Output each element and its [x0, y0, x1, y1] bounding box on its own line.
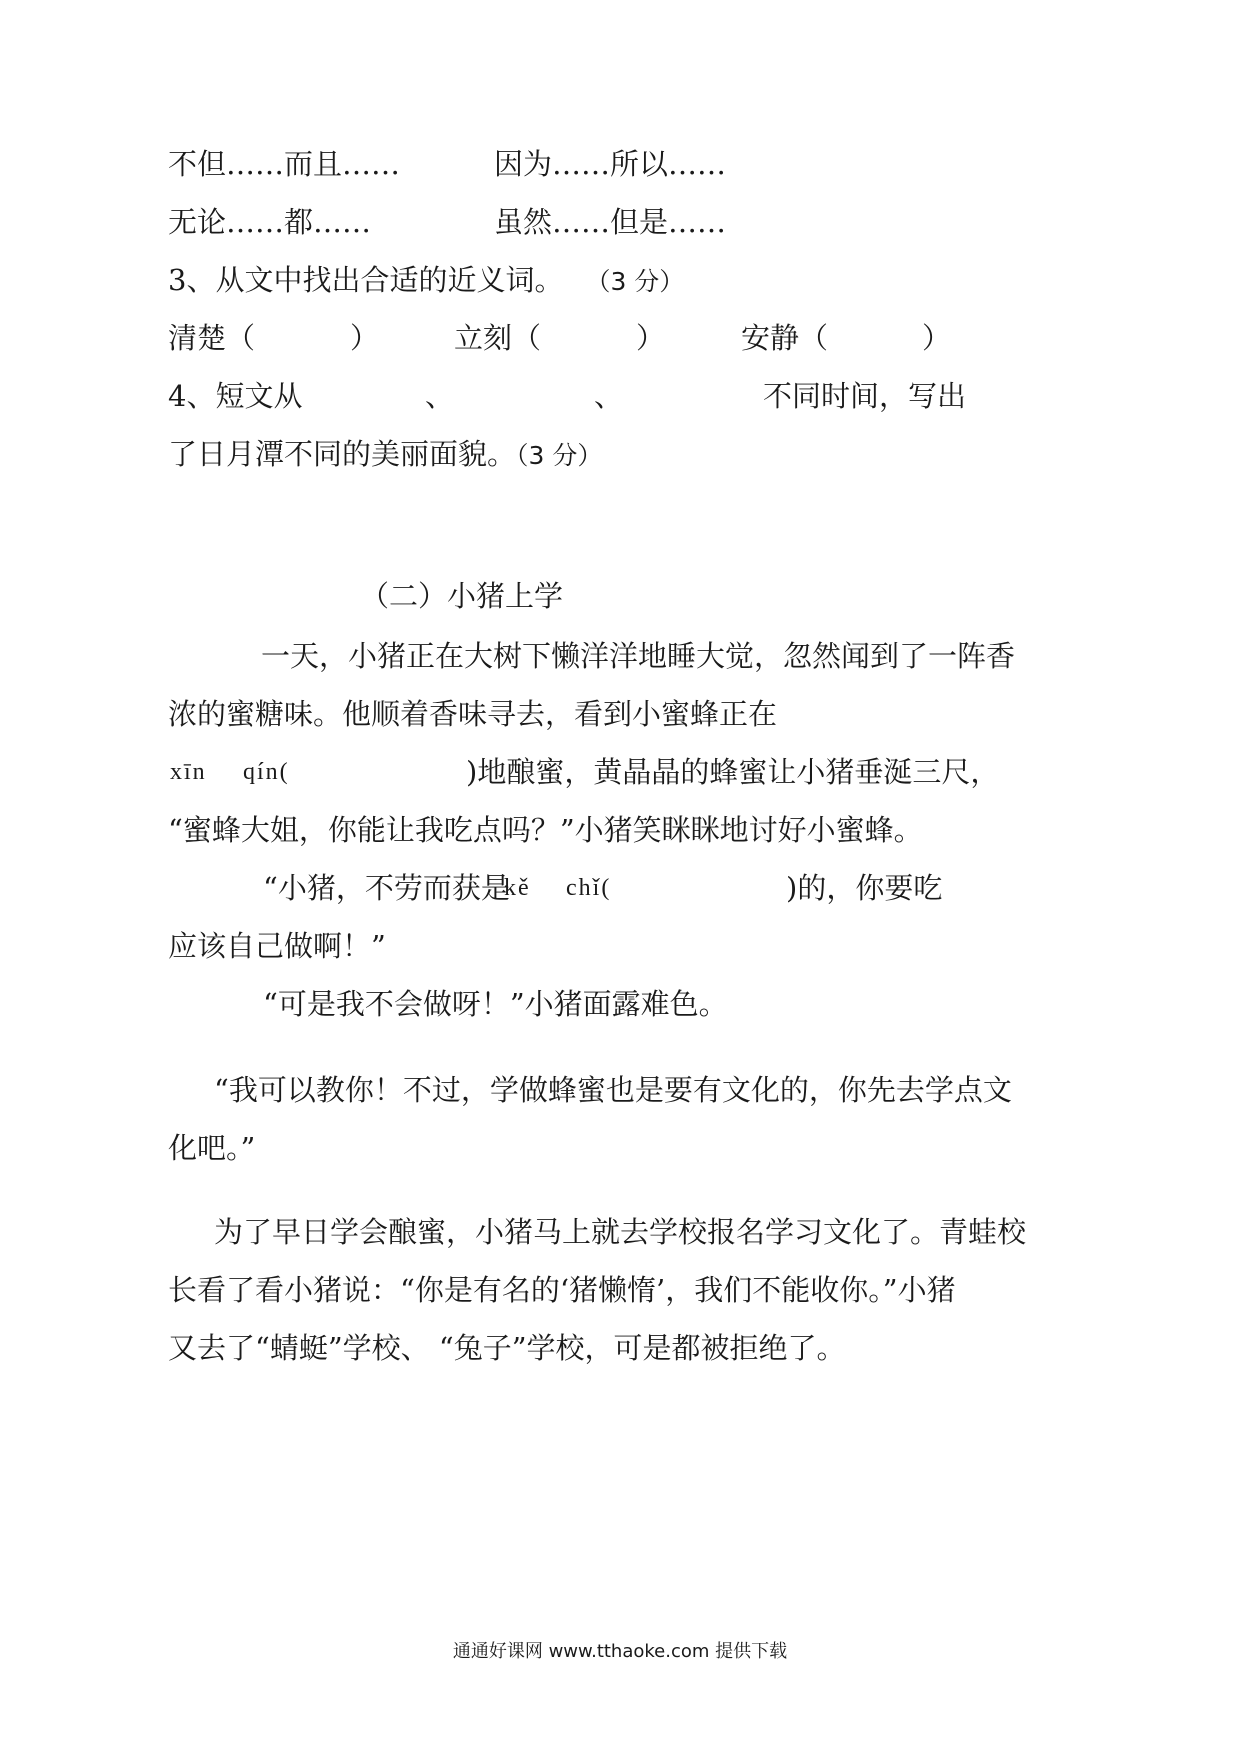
- question-4-separator-1: 、: [425, 379, 455, 413]
- pinyin-xinqin-1: xīn: [170, 759, 207, 785]
- paragraph-2-line-1-start: “小猪，不劳而获是: [263, 871, 510, 905]
- question-4-end: 不同时间，写出: [763, 379, 967, 413]
- conjunction-pair-2-left: 无论……都……: [168, 205, 372, 239]
- synonym-blank-3-close: ）: [922, 321, 952, 355]
- paragraph-1-line-1: 一天，小猪正在大树下懒洋洋地睡大觉，忽然闻到了一阵香: [261, 639, 1016, 673]
- question-4-start: 4、短文从: [168, 379, 303, 413]
- question-3-score: （3 分）: [585, 267, 685, 296]
- question-4-line-2-text: 了日月潭不同的美丽面貌。: [168, 437, 517, 471]
- question-4-separator-2: 、: [594, 379, 624, 413]
- paragraph-1-line-3: )地酿蜜，黄晶晶的蜂蜜让小猪垂涎三尺，: [466, 755, 1000, 789]
- synonym-word-1: 清楚（: [168, 321, 256, 355]
- question-3: [168, 263, 685, 297]
- synonym-blank-1-close: ）: [350, 321, 380, 355]
- conjunction-pair-1-left: 不但……而且……: [168, 147, 401, 181]
- conjunction-pair-2-right: 虽然……但是……: [494, 205, 727, 239]
- synonym-word-3: 安静（: [741, 321, 829, 355]
- synonym-word-2: 立刻（: [454, 321, 542, 355]
- paragraph-5-line-2: 长看了看小猪说：“你是有名的‘猪懒惰’，我们不能收你。”小猪: [168, 1273, 956, 1307]
- pinyin-kechi-2: chǐ(: [566, 875, 612, 901]
- question-4-line-2: [168, 437, 603, 471]
- synonym-blank-2-close: ）: [636, 321, 666, 355]
- pinyin-kechi-1: kě: [504, 875, 531, 901]
- paragraph-2-line-2: 应该自己做啊！”: [168, 929, 386, 963]
- conjunction-pair-1-right: 因为……所以……: [494, 147, 727, 181]
- paragraph-5-line-1: 为了早日学会酿蜜，小猪马上就去学校报名学习文化了。青蛙校: [214, 1215, 1027, 1249]
- paragraph-5-line-3: 又去了“蜻蜓”学校、 “兔子”学校，可是都被拒绝了。: [168, 1331, 846, 1365]
- paragraph-4-line-2: 化吧。”: [168, 1131, 256, 1165]
- paragraph-2-line-1-rest: )的，你要吃: [786, 871, 943, 905]
- paragraph-1-line-2: 浓的蜜糖味。他顺着香味寻去，看到小蜜蜂正在: [168, 697, 778, 731]
- page-footer: 通通好课网 www.tthaoke.com 提供下载: [452, 1641, 788, 1662]
- question-3-title: 3、从文中找出合适的近义词。: [168, 263, 564, 297]
- pinyin-xinqin-2: qín(: [243, 759, 290, 785]
- question-4-score: （3 分）: [516, 441, 603, 470]
- paragraph-1-line-4: “蜜蜂大姐，你能让我吃点吗？”小猪笑眯眯地讨好小蜜蜂。: [168, 813, 923, 847]
- passage-title: （二）小猪上学: [360, 579, 564, 613]
- paragraph-3: “可是我不会做呀！”小猪面露难色。: [263, 987, 728, 1021]
- paragraph-4-line-1: “我可以教你！不过，学做蜂蜜也是要有文化的，你先去学点文: [214, 1073, 1012, 1107]
